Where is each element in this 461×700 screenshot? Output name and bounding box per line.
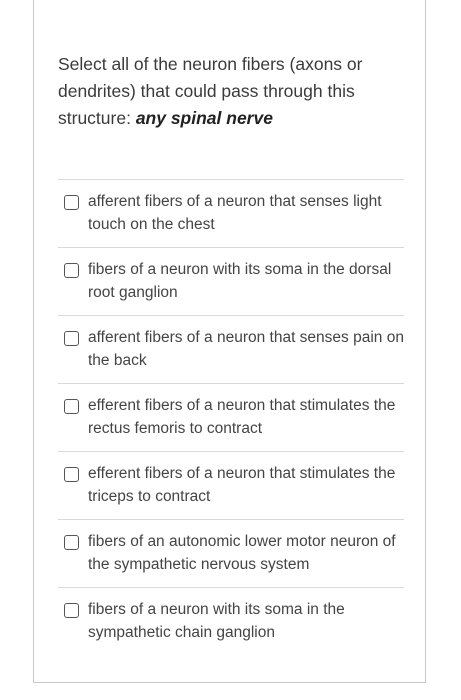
question-prompt: Select all of the neuron fibers (axons or dendrites) that could pass through this structure: — [58, 54, 363, 128]
option-7[interactable] — [58, 587, 404, 655]
option-label: efferent fibers of a neuron that stimulates the rectus femoris to contract — [88, 397, 396, 437]
option-4[interactable] — [58, 383, 404, 451]
option-label: fibers of a neuron with its soma in the sympathetic chain ganglion — [88, 601, 345, 641]
checkbox[interactable] — [64, 331, 79, 346]
option-label: afferent fibers of a neuron that senses pain on the back — [88, 329, 404, 369]
checkbox[interactable] — [64, 603, 79, 618]
option-label: fibers of a neuron with its soma in the dorsal root ganglion — [88, 261, 392, 301]
option-label: afferent fibers of a neuron that senses light touch on the chest — [88, 193, 382, 233]
option-1[interactable] — [58, 179, 404, 247]
checkbox[interactable] — [64, 467, 79, 482]
option-label: efferent fibers of a neuron that stimulates the triceps to contract — [88, 465, 396, 505]
option-label: fibers of an autonomic lower motor neuron of the sympathetic nervous system — [88, 533, 396, 573]
checkbox[interactable] — [64, 399, 79, 414]
option-3[interactable] — [58, 315, 404, 383]
checkbox[interactable] — [64, 263, 79, 278]
checkbox[interactable] — [64, 195, 79, 210]
question-structure: any spinal nerve — [135, 108, 273, 128]
option-2[interactable] — [58, 247, 404, 315]
option-6[interactable] — [58, 519, 404, 587]
checkbox[interactable] — [64, 535, 79, 550]
question-card — [33, 0, 426, 683]
option-5[interactable] — [58, 451, 404, 519]
options-list — [58, 179, 404, 655]
question-text — [58, 51, 408, 132]
